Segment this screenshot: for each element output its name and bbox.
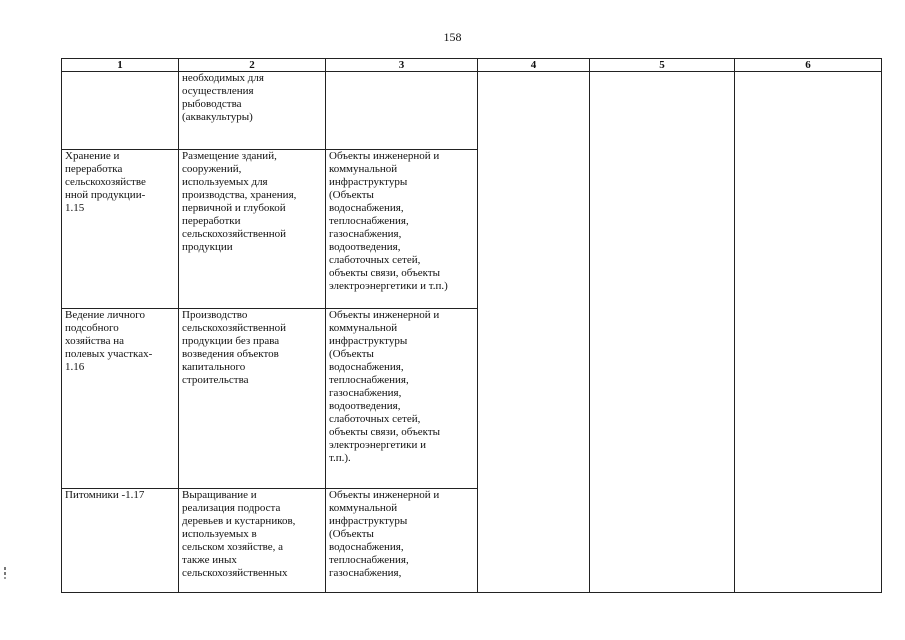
use-type-cell: Ведение личного подсобного хозяйства на полевых участках- 1.16 bbox=[62, 309, 179, 489]
column-4-cell bbox=[478, 72, 590, 593]
margin-mark-icon bbox=[3, 566, 8, 580]
auxiliary-use-cell: Объекты инженерной и коммунальной инфраструктуры (Объекты водоснабжения, теплоснабжения, газоснабжения, водоотведения, слаботочных сетей, объекты связи, объекты электроэнергетики и т.п.) bbox=[326, 150, 478, 309]
auxiliary-use-cell: Объекты инженерной и коммунальной инфраструктуры (Объекты водоснабжения, теплоснабжения, газоснабжения, водоотведения, слаботочных сетей, объекты связи, объекты электроэнергетики и т.п.). bbox=[326, 309, 478, 489]
description-cell: Размещение зданий, сооружений, используемых для производства, хранения, первичной и глубокой переработки сельскохозяйственной продукции bbox=[179, 150, 326, 309]
use-type-cell: Питомники -1.17 bbox=[62, 489, 179, 593]
use-type-cell bbox=[62, 72, 179, 150]
auxiliary-use-cell: Объекты инженерной и коммунальной инфраструктуры (Объекты водоснабжения, теплоснабжения, газоснабжения, bbox=[326, 489, 478, 593]
header-col-4: 4 bbox=[478, 59, 590, 72]
header-col-3: 3 bbox=[326, 59, 478, 72]
description-cell: необходимых для осуществления рыбоводства (аквакультуры) bbox=[179, 72, 326, 150]
header-col-6: 6 bbox=[735, 59, 882, 72]
scan-margin-mark bbox=[3, 566, 8, 580]
header-col-1: 1 bbox=[62, 59, 179, 72]
description-cell: Производство сельскохозяйственной продукции без права возведения объектов капитального строительства bbox=[179, 309, 326, 489]
header-col-2: 2 bbox=[179, 59, 326, 72]
auxiliary-use-cell bbox=[326, 72, 478, 150]
description-cell: Выращивание и реализация подроста деревьев и кустарников, используемых в сельском хозяйстве, а также иных сельскохозяйственных bbox=[179, 489, 326, 593]
column-5-cell bbox=[590, 72, 735, 593]
zoning-table bbox=[61, 58, 882, 593]
column-6-cell bbox=[735, 72, 882, 593]
header-row bbox=[62, 59, 882, 72]
use-type-cell: Хранение и переработка сельскохозяйстве нной продукции- 1.15 bbox=[62, 150, 179, 309]
page-number: 158 bbox=[443, 30, 462, 44]
header-col-5: 5 bbox=[590, 59, 735, 72]
table-row bbox=[62, 72, 882, 150]
